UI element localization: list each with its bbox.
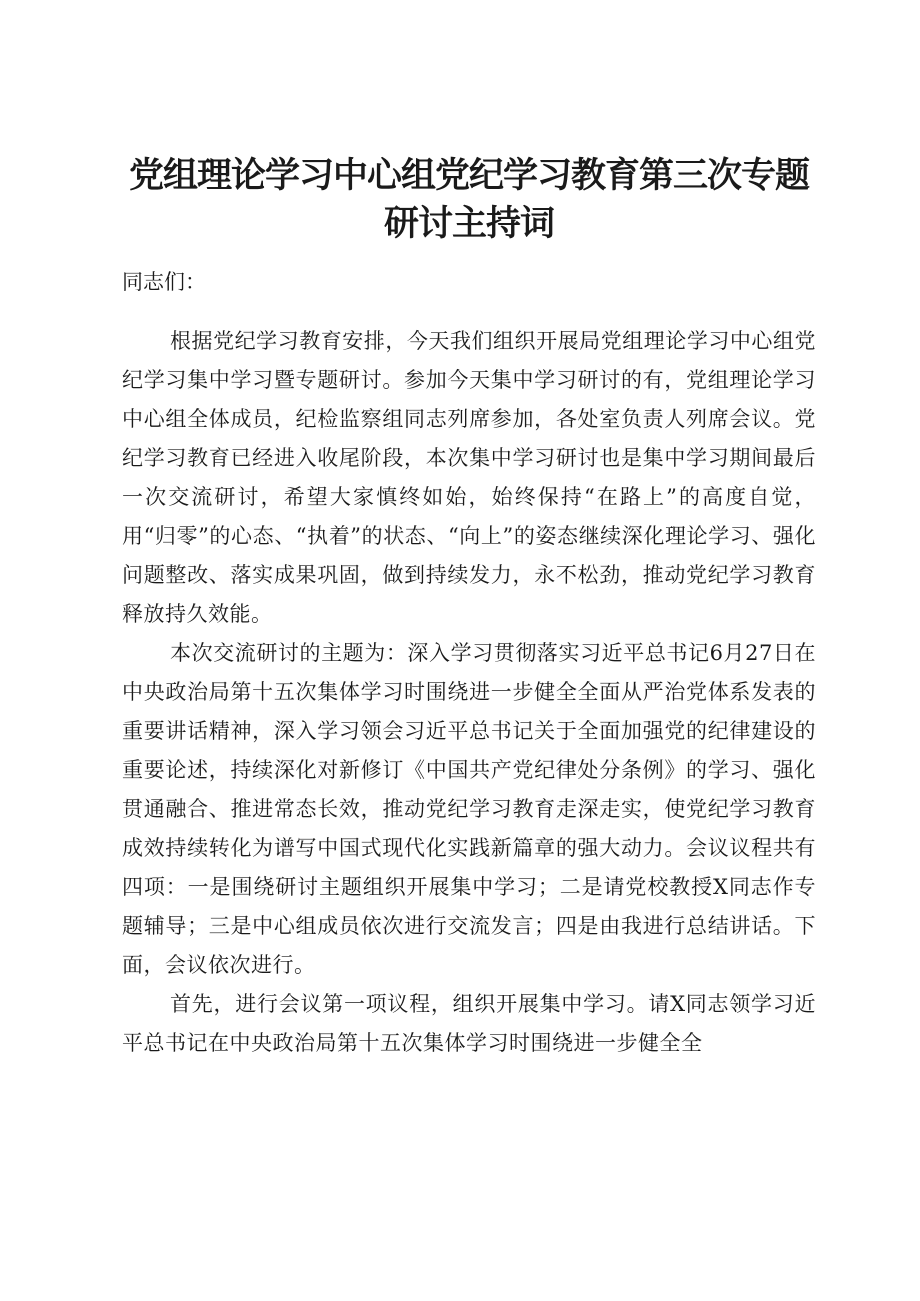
document-title	[122, 152, 816, 248]
title-line-2: 研讨主持词	[383, 204, 554, 244]
paragraph-2: 本次交流研讨的主题为：深入学习贯彻落实习近平总书记6月27日在中央政治局第十五次集体学习时围绕进一步健全全面从严治党体系发表的重要讲话精神，深入学习领会习近平总书记关于全面加强党的纪律建设的重要论述，持续深化对新修订《中国共产党纪律处分条例》的学习、强化贯通融合、推进常态长效，推动党纪学习教育走深走实，使党纪学习教育成效持续转化为谱写中国式现代化实践新篇章的强大动力。会议议程共有四项：一是围绕研讨主题组织开展集中学习；二是请党校教授X同志作专题辅导；三是中心组成员依次进行交流发言；四是由我进行总结讲话。下面，会议依次进行。	[122, 641, 816, 977]
title-line-1: 党组理论学习中心组党纪学习教育第三次专题	[128, 156, 809, 196]
paragraph-3: 首先，进行会议第一项议程，组织开展集中学习。请X同志领学习近平总书记在中央政治局第十五次集体学习时围绕进一步健全全	[122, 992, 816, 1055]
paragraph-1: 根据党纪学习教育安排，今天我们组织开展局党组理论学习中心组党纪学习集中学习暨专题研讨。参加今天集中学习研讨的有，党组理论学习中心组全体成员，纪检监察组同志列席参加，各处室负责人列席会议。党纪学习教育已经进入收尾阶段，本次集中学习研讨也是集中学习期间最后一次交流研讨，希望大家慎终如始，始终保持“在路上”的高度自觉，用“归零”的心态、“执着”的状态、“向上”的姿态继续深化理论学习、强化问题整改、落实成果巩固，做到持续发力，永不松劲，推动党纪学习教育释放持久效能。	[122, 329, 816, 626]
salutation: 同志们：	[122, 270, 206, 294]
